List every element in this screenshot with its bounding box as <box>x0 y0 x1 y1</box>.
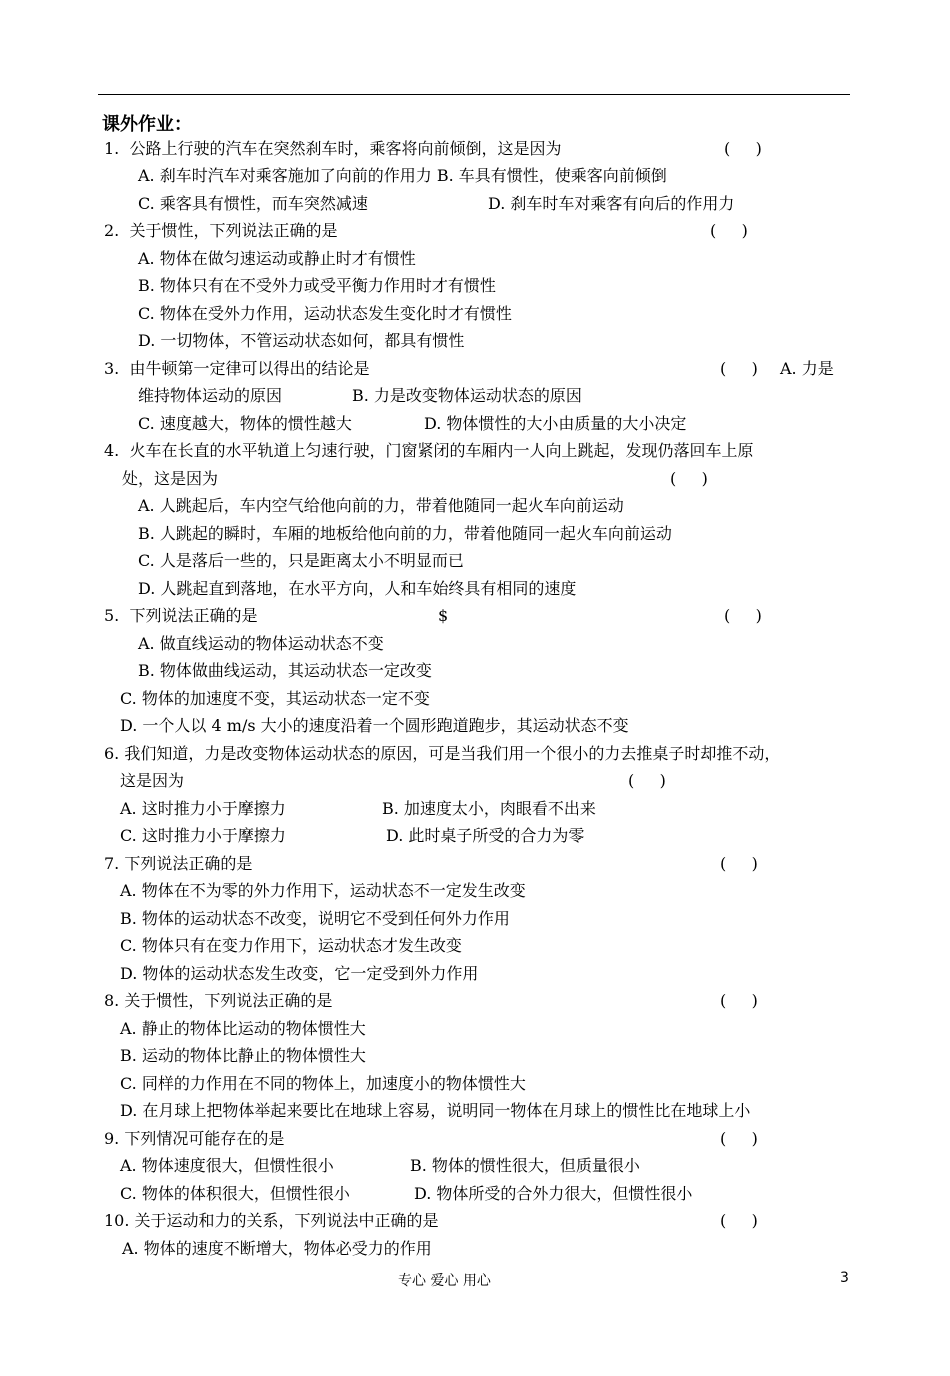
option-c: C. 物体只有在变力作用下，运动状态才发生改变 <box>120 936 462 955</box>
option-a: A. 物体在做匀速运动或静止时才有惯性 <box>138 249 416 268</box>
option-b: B. 物体做曲线运动，其运动状态一定改变 <box>138 661 432 680</box>
answer-bracket: ( ) <box>720 1129 758 1148</box>
option-a: A. 物体速度很大，但惯性很小 <box>120 1156 334 1175</box>
question-10: 10. 关于运动和力的关系，下列说法中正确的是 <box>104 1211 439 1230</box>
option-d: D. 一切物体，不管运动状态如何，都具有惯性 <box>138 331 465 350</box>
question-9: 9. 下列情况可能存在的是 <box>104 1129 285 1148</box>
option-b: B. 物体的惯性很大，但质量很小 <box>410 1156 640 1175</box>
option-a: A. 力是 <box>780 359 834 378</box>
option-b: B. 力是改变物体运动状态的原因 <box>352 386 582 405</box>
section-heading: 课外作业： <box>102 114 192 135</box>
option-c: C. 这时推力小于摩擦力 <box>120 826 286 845</box>
option-b: B. 加速度太小，肉眼看不出来 <box>382 799 596 818</box>
option-a: A. 静止的物体比运动的物体惯性大 <box>120 1019 366 1038</box>
option-line: A. 刹车时汽车对乘客施加了向前的作用力 B. 车具有惯性，使乘客向前倾倒 <box>138 166 667 185</box>
option-d: D. 物体惯性的大小由质量的大小决定 <box>424 414 687 433</box>
question-6: 6. 我们知道，力是改变物体运动状态的原因，可是当我们用一个很小的力去推桌子时却推不动， <box>104 744 781 763</box>
stray-symbol: $ <box>438 606 449 625</box>
option-b: B. 物体只有在不受外力或受平衡力作用时才有惯性 <box>138 276 496 295</box>
footer-motto: 专心 爱心 用心 <box>398 1273 491 1289</box>
option-c: C. 物体的体积很大，但惯性很小 <box>120 1184 350 1203</box>
option-d: D. 此时桌子所受的合力为零 <box>386 826 585 845</box>
question-4: 4. 火车在长直的水平轨道上匀速行驶，门窗紧闭的车厢内一人向上跳起，发现仍落回车上原 <box>104 441 754 460</box>
option-d: D. 人跳起直到落地，在水平方向，人和车始终具有相同的速度 <box>138 579 577 598</box>
question-4-continued: 处，这是因为 <box>122 469 219 488</box>
option-d: D. 一个人以 4 m/s 大小的速度沿着一个圆形跑道跑步，其运动状态不变 <box>120 716 629 735</box>
option-c: C. 同样的力作用在不同的物体上，加速度小的物体惯性大 <box>120 1074 526 1093</box>
option-c: C. 人是落后一些的，只是距离太小不明显而已 <box>138 551 464 570</box>
option-a: A. 物体的速度不断增大，物体必受力的作用 <box>122 1239 432 1258</box>
question-2: 2. 关于惯性，下列说法正确的是 <box>104 221 338 240</box>
answer-bracket: ( ) <box>720 854 758 873</box>
option-d: D. 在月球上把物体举起来要比在地球上容易，说明同一物体在月球上的惯性比在地球上小 <box>120 1101 751 1120</box>
option-a: A. 这时推力小于摩擦力 <box>120 799 286 818</box>
answer-bracket: ( ) <box>710 221 748 240</box>
question-8: 8. 关于惯性，下列说法正确的是 <box>104 991 333 1010</box>
header-rule <box>98 94 850 95</box>
option-a: A. 物体在不为零的外力作用下，运动状态不一定发生改变 <box>120 881 526 900</box>
option-a: A. 人跳起后，车内空气给他向前的力，带着他随同一起火车向前运动 <box>138 496 624 515</box>
answer-bracket: ( ) <box>720 991 758 1010</box>
option-b: B. 物体的运动状态不改变，说明它不受到任何外力作用 <box>120 909 510 928</box>
option-a: A. 做直线运动的物体运动状态不变 <box>138 634 384 653</box>
option-c: C. 物体的加速度不变，其运动状态一定不变 <box>120 689 430 708</box>
question-5: 5. 下列说法正确的是 <box>104 606 258 625</box>
answer-bracket: ( ) <box>724 139 762 158</box>
option-b: B. 人跳起的瞬时，车厢的地板给他向前的力，带着他随同一起火车向前运动 <box>138 524 672 543</box>
option-b: B. 运动的物体比静止的物体惯性大 <box>120 1046 366 1065</box>
answer-bracket: ( ) <box>670 469 708 488</box>
option-c: C. 乘客具有惯性，而车突然减速 <box>138 194 368 213</box>
question-1: 1. 公路上行驶的汽车在突然刹车时，乘客将向前倾倒，这是因为 <box>104 139 562 158</box>
option-c: C. 速度越大，物体的惯性越大 <box>138 414 352 433</box>
answer-bracket: ( ) <box>720 359 758 378</box>
page-number: 3 <box>840 1270 849 1286</box>
question-3: 3. 由牛顿第一定律可以得出的结论是 <box>104 359 370 378</box>
option-d: D. 物体的运动状态发生改变，它一定受到外力作用 <box>120 964 479 983</box>
answer-bracket: ( ) <box>720 1211 758 1230</box>
option-d: D. 物体所受的合外力很大，但惯性很小 <box>414 1184 693 1203</box>
question-6-continued: 这是因为 <box>120 771 185 790</box>
option-c: C. 物体在受外力作用，运动状态发生变化时才有惯性 <box>138 304 512 323</box>
question-7: 7. 下列说法正确的是 <box>104 854 253 873</box>
option-d: D. 刹车时车对乘客有向后的作用力 <box>488 194 735 213</box>
option-a-continued: 维持物体运动的原因 <box>138 386 283 405</box>
answer-bracket: ( ) <box>628 771 666 790</box>
answer-bracket: ( ) <box>724 606 762 625</box>
